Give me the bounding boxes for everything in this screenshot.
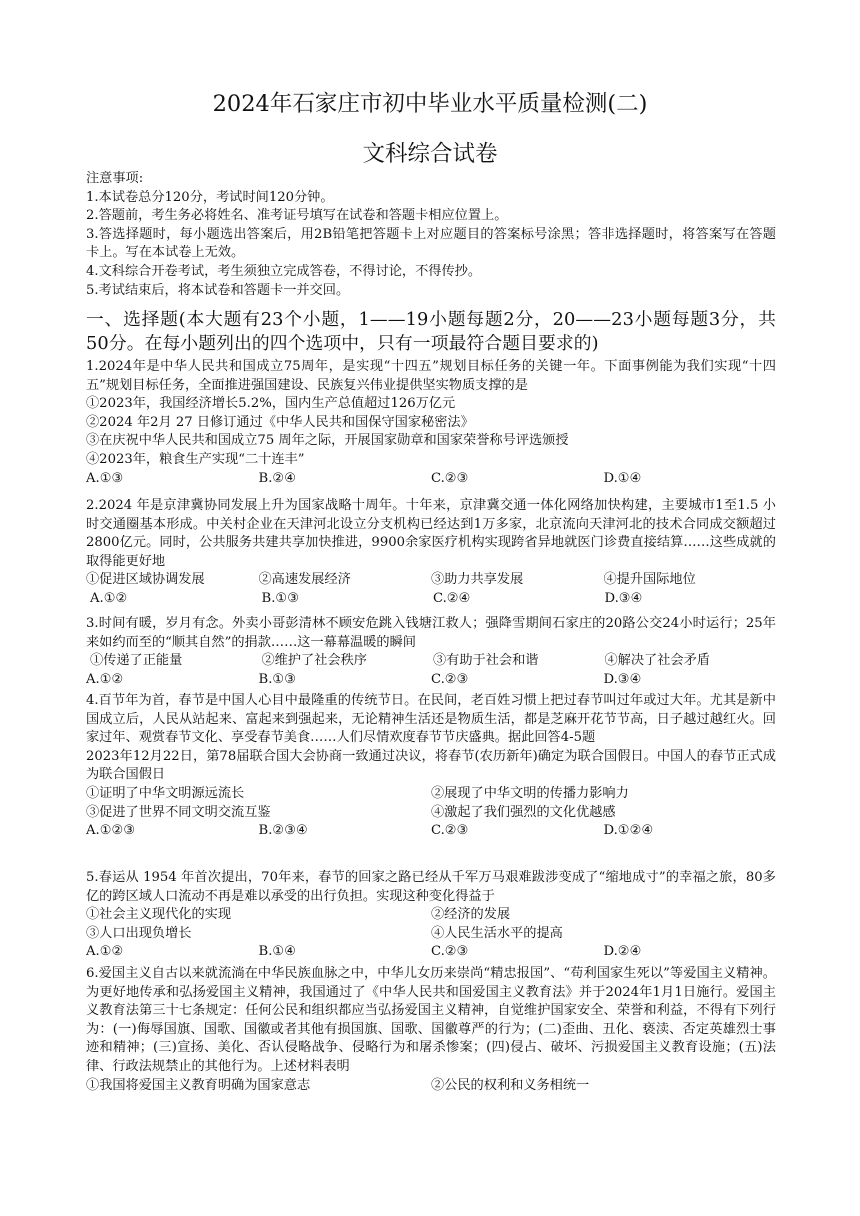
option-c: C.②④: [433, 590, 471, 606]
question-items: [86, 652, 776, 671]
option-c: C.②③: [431, 470, 469, 486]
question-item: ③助力共享发展: [431, 572, 524, 588]
question-item: ①2023年，我国经济增长5.2%，国内生产总值超过126万亿元: [86, 396, 456, 412]
question-item: ①促进区域协调发展: [86, 572, 205, 588]
option-d: D.②④: [603, 944, 642, 960]
question-item: ③人口出现负增长: [86, 925, 192, 941]
answer-options: [86, 470, 776, 489]
option-a: A.①②: [90, 590, 128, 606]
notes-heading: 注意事项:: [86, 171, 144, 186]
option-c: C.②③: [431, 671, 469, 687]
question-2: [86, 497, 776, 609]
option-c: C.②③: [431, 823, 469, 839]
question-item: ①社会主义现代化的实现: [86, 907, 232, 923]
option-d: D.③④: [604, 590, 643, 606]
question-item: ④解决了社会矛盾: [604, 653, 710, 669]
question-item: ④人民生活水平的提高: [431, 925, 563, 941]
option-a: A.①②③: [86, 823, 136, 839]
question-1: [86, 358, 776, 488]
question-5: [86, 869, 776, 962]
question-items: [86, 1077, 776, 1096]
question-item: ④激起了我们强烈的文化优越感: [431, 804, 616, 820]
question-item: ③有助于社会和谐: [433, 653, 539, 669]
question-items: [86, 804, 776, 823]
question-3: [86, 615, 776, 689]
question-4: [86, 692, 776, 841]
question-item: ②展现了中华文明的传播力影响力: [431, 785, 629, 801]
option-b: B.②③④: [258, 823, 308, 839]
question-item: ②维护了社会秩序: [261, 653, 367, 669]
answer-options: [86, 943, 776, 962]
question-item: ①证明了中华文明源远流长: [86, 785, 245, 801]
question-item: ②高速发展经济: [258, 572, 351, 588]
note-item: 1.本试卷总分120分，考试时间120分钟。: [86, 189, 334, 205]
page-title: 2024年石家庄市初中毕业水平质量检测(二): [212, 91, 648, 117]
question-stem: 5.春运从 1954 年首次提出，70年来，春节的回家之路已经从千军万马艰难跋涉变成了“缩地成寸”的幸福之旅，80多亿的跨区域人口流动不再是难以承受的出行负担。实现这种变化得益于: [86, 870, 776, 904]
question-item: ④提升国际地位: [603, 572, 696, 588]
option-a: A.①③: [86, 470, 124, 486]
question-items: [86, 925, 776, 944]
option-b: B.②④: [258, 470, 297, 486]
question-stem: 1.2024年是中华人民共和国成立75周年，是实现“十四五”规划目标任务的关键一年。下面事例能为我们实现“十四五”规划目标任务，全面推进强国建设、民族复兴伟业提供坚实物质支撑的是: [86, 359, 776, 393]
option-b: B.①③: [258, 671, 297, 687]
question-material: 2023年12月22日，第78届联合国大会协商一致通过决议，将春节(农历新年)确定为联合国假日。中国人的春节正式成为联合国假日: [86, 748, 776, 783]
question-item: ③促进了世界不同文明交流互鉴: [86, 804, 271, 820]
option-d: D.①②④: [603, 823, 654, 839]
answer-options: [86, 590, 776, 609]
question-items: [86, 571, 776, 590]
option-c: C.②③: [431, 944, 469, 960]
option-b: B.①③: [261, 590, 300, 606]
question-stem: 4.百节年为首，春节是中国人心目中最隆重的传统节日。在民间，老百姓习惯上把过春节叫过年或过大年。尤其是新中国成立后，人民从站起来、富起来到强起来，无论精神生活还是物质生活，都是芝麻开花节节高，日子越过越红火。回家过年、观赏春节文化、享受春节美食……人们尽情欢度春节节庆盛典。据此回答4-5题: [86, 693, 776, 746]
question-item: ②2024 年2月 27 日修订通过《中华人民共和国保守国家秘密法》: [86, 414, 474, 430]
option-b: B.①④: [258, 944, 297, 960]
option-d: D.①④: [603, 470, 642, 486]
option-a: A.①②: [86, 944, 124, 960]
question-stem: 3.时间有暖，岁月有念。外卖小哥彭清林不顾安危跳入钱塘江救人；强降雪期间石家庄的20路公交24小时运行；25年来如约而至的“顺其自然”的捐款……这一幕幕温暖的瞬间: [86, 616, 776, 650]
question-item: ①传递了正能量: [90, 653, 183, 669]
answer-options: [86, 822, 776, 841]
question-item: ①我国将爱国主义教育明确为国家意志: [86, 1077, 311, 1093]
question-stem: 2.2024 年是京津冀协同发展上升为国家战略十周年。十年来，京津冀交通一体化网络加快构建，主要城市1至1.5 小时交通圈基本形成。中关村企业在天津河北设立分支机构已经达到1万多家，北京流向天津河北的技术合同成交额超过2800亿元。同时，公共服务共建共享加快推进，9900余家医疗机构实现跨省异地就医门诊费直接结算……这些成就的取得能更好地: [86, 498, 776, 569]
question-6: [86, 965, 776, 1095]
section-heading: 一、选择题(本大题有23个小题，1——19小题每题2分，20——23小题每题3分，共50分。在每小题列出的四个选项中，只有一项最符合题目要求的): [86, 309, 776, 354]
note-item: 5.考试结束后，将本试卷和答题卡一并交回。: [86, 282, 350, 298]
option-d: D.③④: [603, 671, 642, 687]
question-item: ④2023年，粮食生产实现“二十连丰”: [86, 451, 305, 467]
answer-options: [86, 671, 776, 690]
question-items: [86, 906, 776, 925]
note-item: 2.答题前，考生务必将姓名、准考证号填写在试卷和答题卡相应位置上。: [86, 208, 508, 224]
note-item: 3.答选择题时，每小题选出答案后，用2B铅笔把答题卡上对应题目的答案标号涂黑；答非选择题时，将答案写在答题卡上。写在本试卷上无效。: [86, 226, 776, 261]
page-subtitle: 文科综合试卷: [362, 141, 498, 167]
notes-block: [86, 170, 776, 300]
note-item: 4.文科综合开卷考试，考生须独立完成答卷，不得讨论，不得传抄。: [86, 263, 482, 279]
option-a: A.①②: [86, 671, 124, 687]
question-item: ②经济的发展: [431, 907, 511, 923]
question-item: ②公民的权利和义务相统一: [431, 1077, 590, 1093]
question-stem: 6.爱国主义自古以来就流淌在中华民族血脉之中，中华儿女历来崇尚“精忠报国”、“苟利国家生死以”等爱国主义精神。为更好地传承和弘扬爱国主义精神，我国通过了《中华人民共和国爱国主义教育法》并于2024年1月1日施行。爱国主义教育法第三十七条规定：任何公民和组织都应当弘扬爱国主义精神，自觉维护国家安全、荣誉和利益，不得有下列行为：(一)侮辱国旗、国歌、国徽或者其他有损国旗、国歌、国徽尊严的行为；(二)歪曲、丑化、亵渎、否定英雄烈士事迹和精神；(三)宣扬、美化、否认侵略战争、侵略行为和屠杀惨案；(四)侵占、破坏、污损爱国主义教育设施；(五)法律、行政法规禁止的其他行为。上述材料表明: [86, 966, 776, 1074]
section-heading-block: [86, 308, 776, 356]
question-items: [86, 785, 776, 804]
question-item: ③在庆祝中华人民共和国成立75 周年之际，开展国家勋章和国家荣誉称号评选颁授: [86, 433, 569, 449]
